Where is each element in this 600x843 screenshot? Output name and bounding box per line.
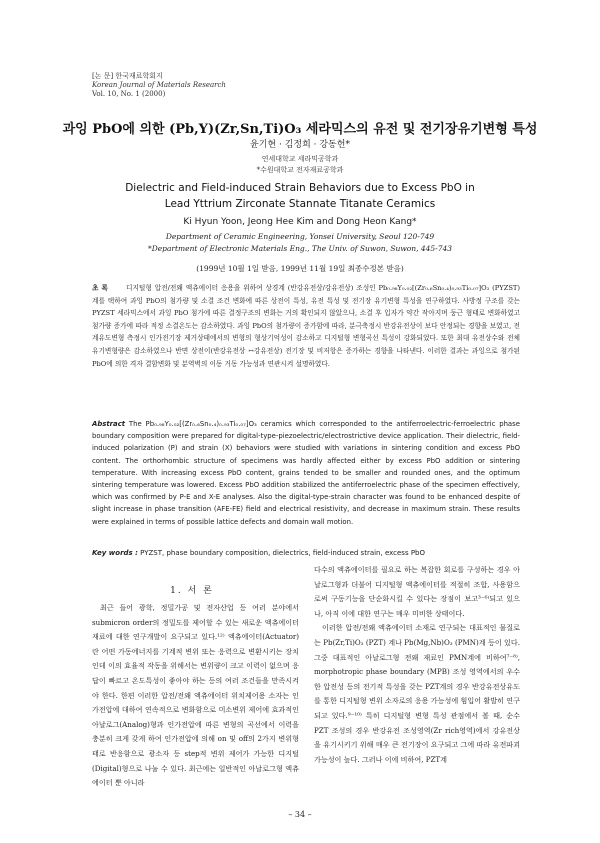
keywords-label: Key words :: [92, 549, 138, 557]
body-column-left: 최근 들어 광학, 정밀가공 및 전자산업 등 여러 분야에서 submicron order의 정밀도를 제어할 수 있는 새로운 액츄에이터 재료에 대한 연구개발이 요구되고 있다.¹²⁾ 액츄에이터(Actuator)란 어떤 가동에너지를 기계적 변위 또는 응력으로 변환시키는 장치인데 이의 효율적 작동을 위해서는 변위량이 크고 이력이 없으며 응답이 빠르고 온도특성이 좋아야 하는 등의 여러 조건들을 만족시켜야 한다. 한편 이러한 압전/전왜 액츄에이터 위치제어용 소자는 인가전압에 대하여 연속적으로 변화함으로 미소변위 제어에 효과적인 아날로그(Analog)형과 인가전압에 따른 변형의 곡선에서 이력을 충분히 크게 갖게 하여 인가전압에 의해 on 및 off의 2가지 변위형태로 반응함으로 광소자 등 step적 변위 제어가 가능한 디지털(Digital)형으로 나눌 수 있다. 최근에는 일반적인 아날로그형 액츄에이터 뿐 아니라: [92, 603, 299, 788]
keywords: [92, 549, 520, 557]
page-number: – 34 –: [288, 810, 312, 819]
abstract-korean-text: 디지털형 압전/전왜 액츄에이터 응용을 위하여 상경계 (반강유전상/강유전상) 조성인 Pb₀.₉₈Y₀.₀₂[(Zr₀.₆Sn₀.₄)₀.₉₃Ti₀.₀₇]O₃ (PYZST) 계를 택하여 과잉 PbO의 첨가량 및 소결 조건 변화에 따른 상전이 특성, 유전 특성 및 전기장 유기변형 특성을 연구하였다. 사방정 구조를 갖는 PYZST 세라믹스에서 과잉 PbO 첨가에 따른 결정구조의 변화는 거의 확인되지 않았으나, 소결 후 입자가 약간 작아지며 둥근 형태로 변화하였고 첨가량 증가에 따라 적정 소결온도는 감소하였다. 과잉 PbO의 첨가량이 증가함에 따라, 분극축정시 반강유전상이 보다 안정되는 경향을 보였고, 전계유도변형 측정시 인가전기장 제거상태에서의 변형의 형상기억성이 감소하고 디지털형 변형곡선 특성이 강화되었다. 또한 최대 유전상수와 전체 유기변형량은 감소하였으나 반면 상전이(반강유전상 ↔강유전상) 전기장 및 비저항은 증가하는 경향을 나타낸다. 이러한 결과는 과잉으로 첨가된 PbO에 의한 격자 결함변화 및 분역벽의 이동 거동 가능성과 연관시켜 설명하였다.: [92, 284, 520, 368]
title-korean: 과잉 PbO에 의한 (Pb,Y)(Zr,Sn,Ti)O₃ 세라믹스의 유전 및 전기장유기변형 특성: [62, 122, 538, 137]
affiliation-korean-1: 연세대학교 세라믹공학과: [261, 155, 339, 163]
journal-name-en: Korean Journal of Materials Research: [92, 81, 226, 89]
journal-volume: Vol. 10, No. 1 (2000): [92, 90, 166, 98]
affiliation-korean-2: *수원대학교 전자재료공학과: [256, 166, 344, 174]
journal-header: [92, 72, 226, 99]
body-paragraph: 이러한 압전/전왜 액츄에이터 소재로 연구되는 대표적인 물질로는 Pb(Zr,Ti)O₃ (PZT) 계나 Pb(Mg,Nb)O₃ (PMN)계 등이 있다. 그중 대표적인 아날로그형 전왜 재료인 PMN계에 비하여⁷⁻⁸⁾, morphotropic phase boundary (MPB) 조성 영역에서의 우수한 압전성 등의 전기적 특성을 갖는 PZT계의 경우 반강유전상유도를 통한 디지털형 변위 소자로의 응용 가능성에 힘입어 활발히 연구되고 있다.⁹⁻¹⁰⁾ 특히 디지털형 변형 특성 관점에서 볼 때, 순수 PZT 조성의 경우 반강유전 조성영역(Zr rich영역)에서 강유전상을 유기시키기 위해 매우 큰 전기장이 요구되고 그에 따라 유전파괴 가능성이 높다. 그러나 이에 비하여, PZT계: [314, 623, 520, 764]
title-english-line-2: Lead Yttrium Zirconate Stannate Titanate Ceramics: [164, 198, 436, 210]
received-date: (1999년 10월 1일 받음, 1999년 11월 19일 최종수정본 받음): [196, 264, 404, 273]
abstract-english-label: Abstract: [92, 420, 126, 428]
authors-english: Ki Hyun Yoon, Jeong Hee Kim and Dong Heon Kang*: [183, 217, 417, 227]
body-paragraph: 다수의 액츄에이터를 필요로 하는 복잡한 회로를 구성하는 경우 아날로그형과 더불어 디지털형 액츄에이터를 적절히 조합, 사용함으로써 구동기능을 단순화시킬 수 있다는 장점이 보고³⁻⁶⁾되고 있으나, 아직 이에 대한 연구는 매우 미비한 상태이다.: [314, 565, 520, 618]
abstract-korean: [92, 282, 520, 370]
abstract-english: [92, 418, 520, 528]
affiliation-english-1: Department of Ceramic Engineering, Yonsei University, Seoul 120-749: [165, 232, 435, 241]
abstract-korean-label: 초 록: [92, 284, 109, 292]
keywords-text: PYZST, phase boundary composition, dielectrics, field-induced strain, excess PbO: [140, 549, 425, 557]
abstract-english-text: The Pb₀.₉₈Y₀.₀₂[(Zr₀.₆Sn₀.₄)₀.₉₃Ti₀.₀₇]O₃ ceramics which corresponded to the antiferroelectric-ferroelectric phase boundary composition were prepared for digital-type-piezoelectric/electrostrictive device application. Their dielectric, field-induced polarization (P) and strain (X) behaviors were studied with variations in sintering condition and excess PbO content. The orthorhombic structure of specimens was hardly affected either by excess PbO addition or sintering temperature. With increasing excess PbO content, grains tended to be smaller and rounded ones, and the optimum sintering temperature was lowered. Excess PbO addition stabilized the antiferroelectric phase of the specimen effectively, which was confirmed by P-E and X-E analyses. Also the digital-type-strain character was found to be enhanced despite of slight increase in phase transition (AFE-FE) field and electrical resistivity, and decrease in maximum strain. These results were explained in terms of possible lattice defects and domain wall motion.: [92, 420, 520, 526]
affiliation-english-2: *Department of Electronic Materials Eng., The Univ. of Suwon, Suwon, 445-743: [147, 244, 453, 253]
section-heading-introduction: 1. 서 론: [170, 586, 214, 596]
body-column-right: [314, 563, 520, 767]
title-english-line-1: Dielectric and Field-induced Strain Behaviors due to Excess PbO in: [125, 182, 475, 194]
authors-korean: 윤기현 · 김정희 · 강동헌*: [250, 140, 350, 150]
journal-category: [논 문] 한국재료학회지: [92, 72, 163, 80]
